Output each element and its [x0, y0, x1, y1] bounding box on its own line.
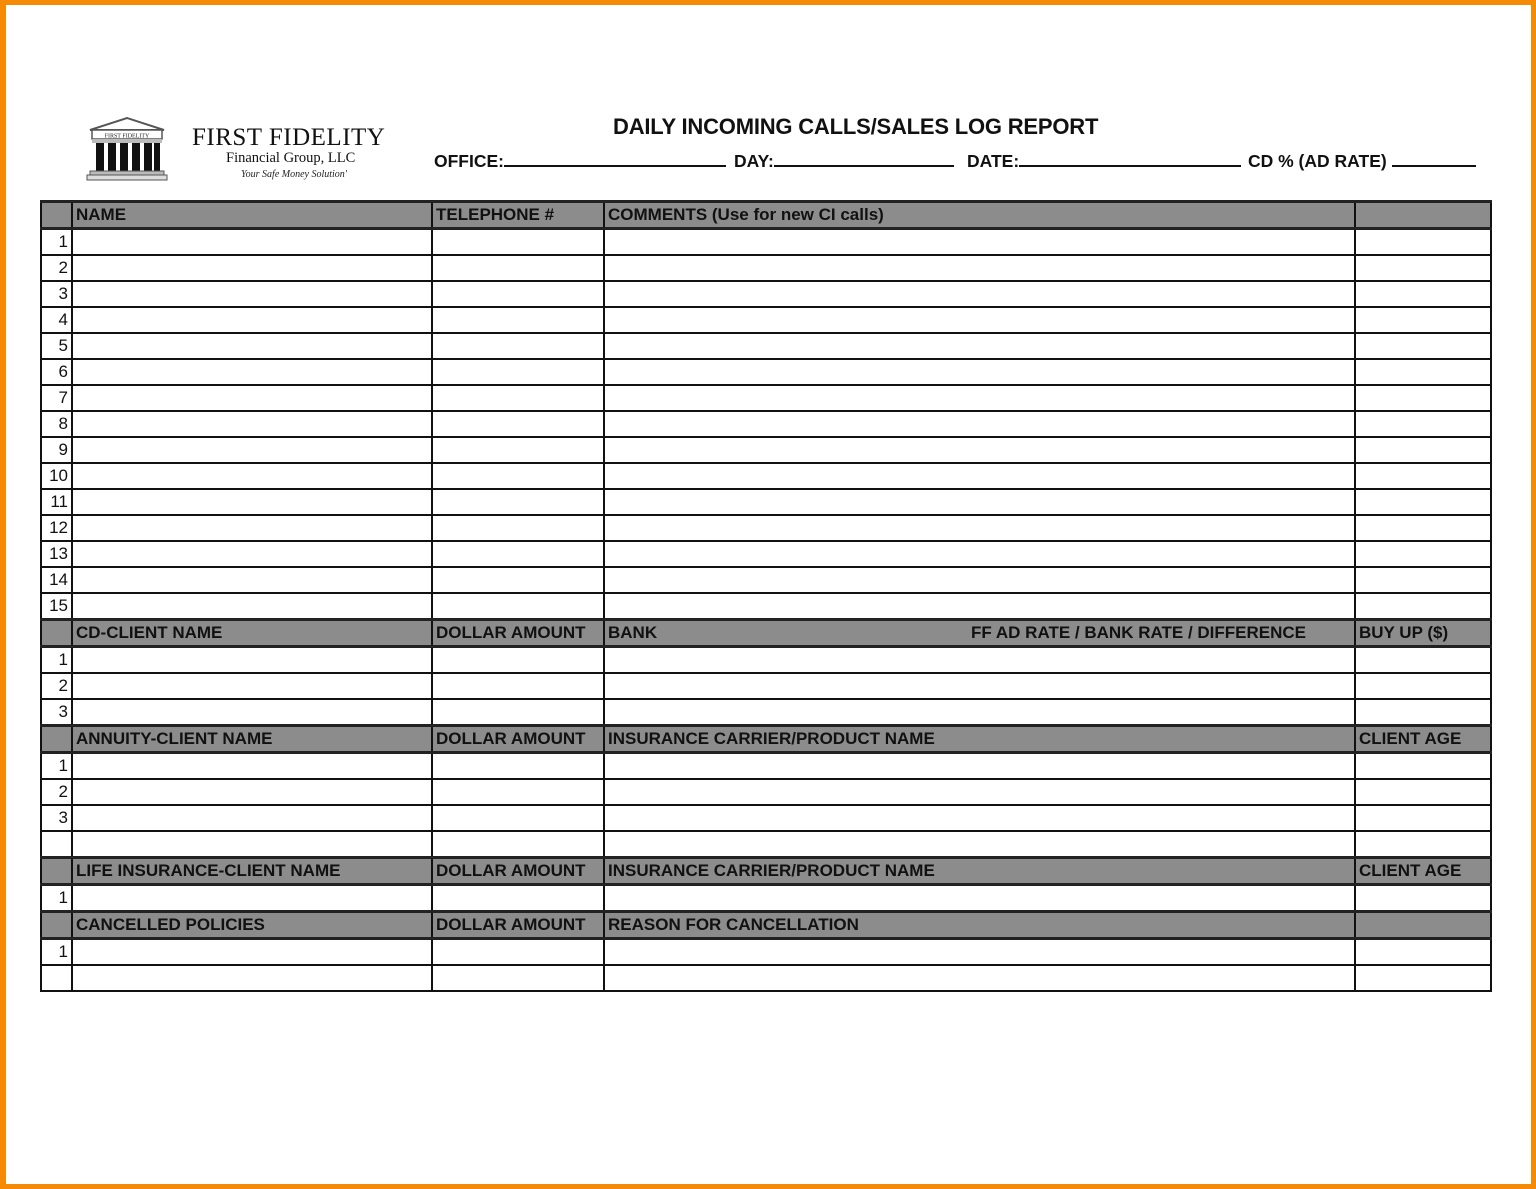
annuity-cell-details[interactable] [604, 831, 1355, 858]
calls-cell-extra[interactable] [1355, 229, 1491, 256]
calls-cell-client-name[interactable] [72, 307, 432, 333]
office-label: OFFICE: [434, 151, 504, 171]
calls-cell-amount[interactable] [432, 567, 604, 593]
life-header-extra: CLIENT AGE [1355, 858, 1491, 885]
office-blank[interactable] [504, 148, 726, 167]
cd-table-row [41, 699, 1491, 726]
life-header-row-number [41, 858, 72, 885]
calls-table-row [41, 437, 1491, 463]
row-number: 3 [41, 699, 72, 726]
calls-cell-amount[interactable] [432, 281, 604, 307]
rates-header-label: FF AD RATE / BANK RATE / DIFFERENCE [971, 623, 1306, 642]
calls-cell-extra[interactable] [1355, 541, 1491, 567]
date-field[interactable] [967, 148, 1241, 172]
cancelled-cell-client-name[interactable] [72, 939, 432, 966]
date-label: DATE: [967, 151, 1020, 171]
calls-cell-amount[interactable] [432, 385, 604, 411]
report-title: DAILY INCOMING CALLS/SALES LOG REPORT [613, 114, 1099, 139]
calls-cell-amount[interactable] [432, 229, 604, 256]
calls-cell-amount[interactable] [432, 463, 604, 489]
life-cell-details[interactable] [604, 885, 1355, 912]
calls-table-row [41, 385, 1491, 411]
calls-cell-client-name[interactable] [72, 385, 432, 411]
company-subtitle: Financial Group, LLC [226, 150, 356, 166]
cd-cell-details[interactable] [604, 699, 1355, 726]
annuity-table-row [41, 779, 1491, 805]
calls-table-row [41, 515, 1491, 541]
row-number: 1 [41, 229, 72, 256]
annuity-cell-details[interactable] [604, 753, 1355, 780]
cancelled-section-header [41, 912, 1491, 939]
calls-cell-client-name[interactable] [72, 515, 432, 541]
calls-table-row [41, 593, 1491, 620]
calls-header-client-name: NAME [72, 202, 432, 229]
life-section-header [41, 858, 1491, 885]
cancelled-cell-client-name[interactable] [72, 965, 432, 991]
annuity-table-row [41, 805, 1491, 831]
calls-cell-extra[interactable] [1355, 255, 1491, 281]
calls-cell-client-name[interactable] [72, 567, 432, 593]
calls-cell-extra[interactable] [1355, 515, 1491, 541]
annuity-cell-amount[interactable] [432, 779, 604, 805]
calls-cell-client-name[interactable] [72, 255, 432, 281]
row-number: 2 [41, 673, 72, 699]
cancelled-cell-extra[interactable] [1355, 939, 1491, 966]
calls-cell-amount[interactable] [432, 255, 604, 281]
row-number: 10 [41, 463, 72, 489]
calls-cell-extra[interactable] [1355, 411, 1491, 437]
cd-header-client-name: CD-CLIENT NAME [72, 620, 432, 647]
day-label: DAY: [734, 151, 774, 171]
calls-cell-details[interactable] [604, 333, 1355, 359]
life-table-row [41, 885, 1491, 912]
calls-cell-details[interactable] [604, 281, 1355, 307]
cancelled-header-details: REASON FOR CANCELLATION [604, 912, 1355, 939]
row-number: 6 [41, 359, 72, 385]
calls-header-amount: TELEPHONE # [432, 202, 604, 229]
calls-cell-amount[interactable] [432, 489, 604, 515]
calls-header-row-number [41, 202, 72, 229]
calls-table-row [41, 359, 1491, 385]
calls-cell-details[interactable] [604, 385, 1355, 411]
cd-cell-amount[interactable] [432, 699, 604, 726]
annuity-cell-client-name[interactable] [72, 805, 432, 831]
row-number: 1 [41, 753, 72, 780]
calls-cell-details[interactable] [604, 359, 1355, 385]
annuity-section-header [41, 726, 1491, 753]
calls-header-details: COMMENTS (Use for new CI calls) [604, 202, 1355, 229]
cd-cell-extra[interactable] [1355, 647, 1491, 674]
day-field[interactable] [734, 148, 954, 172]
svg-text:FIRST FIDELITY: FIRST FIDELITY [104, 133, 150, 140]
calls-cell-extra[interactable] [1355, 463, 1491, 489]
calls-cell-extra[interactable] [1355, 437, 1491, 463]
calls-cell-extra[interactable] [1355, 307, 1491, 333]
cancelled-cell-extra[interactable] [1355, 965, 1491, 991]
annuity-cell-client-name[interactable] [72, 779, 432, 805]
calls-section-header [41, 202, 1491, 229]
bank-header-label: BANK [608, 623, 658, 642]
calls-cell-amount[interactable] [432, 307, 604, 333]
row-number: 11 [41, 489, 72, 515]
company-logo [86, 116, 416, 186]
row-number: 2 [41, 255, 72, 281]
life-header-client-name: LIFE INSURANCE-CLIENT NAME [72, 858, 432, 885]
cd-header-extra: BUY UP ($) [1355, 620, 1491, 647]
calls-cell-extra[interactable] [1355, 359, 1491, 385]
annuity-table-row [41, 753, 1491, 780]
calls-cell-client-name[interactable] [72, 541, 432, 567]
life-header-amount: DOLLAR AMOUNT [432, 858, 604, 885]
cd-cell-details[interactable] [604, 673, 1355, 699]
cd-table-row [41, 673, 1491, 699]
annuity-header-extra: CLIENT AGE [1355, 726, 1491, 753]
cancelled-cell-amount[interactable] [432, 965, 604, 991]
cd-header-details [604, 620, 1355, 647]
calls-table-row [41, 307, 1491, 333]
cancelled-header-amount: DOLLAR AMOUNT [432, 912, 604, 939]
row-number: 13 [41, 541, 72, 567]
row-number: 12 [41, 515, 72, 541]
calls-cell-amount[interactable] [432, 593, 604, 620]
calls-cell-amount[interactable] [432, 411, 604, 437]
annuity-cell-extra[interactable] [1355, 779, 1491, 805]
annuity-cell-client-name[interactable] [72, 753, 432, 780]
cd-header-row-number [41, 620, 72, 647]
row-number: 3 [41, 281, 72, 307]
row-number [41, 965, 72, 991]
company-tagline: Your Safe Money Solution' [241, 169, 347, 180]
calls-table-row [41, 567, 1491, 593]
cancelled-table-row [41, 965, 1491, 991]
calls-cell-extra[interactable] [1355, 489, 1491, 515]
calls-table-row [41, 489, 1491, 515]
day-blank[interactable] [774, 148, 954, 167]
calls-cell-client-name[interactable] [72, 359, 432, 385]
annuity-cell-details[interactable] [604, 779, 1355, 805]
row-number: 7 [41, 385, 72, 411]
row-number: 4 [41, 307, 72, 333]
row-number: 1 [41, 647, 72, 674]
row-number: 1 [41, 939, 72, 966]
calls-table-row [41, 541, 1491, 567]
calls-cell-extra[interactable] [1355, 385, 1491, 411]
calls-header-extra [1355, 202, 1491, 229]
calls-cell-extra[interactable] [1355, 333, 1491, 359]
annuity-header-details: INSURANCE CARRIER/PRODUCT NAME [604, 726, 1355, 753]
calls-cell-details[interactable] [604, 437, 1355, 463]
calls-cell-amount[interactable] [432, 515, 604, 541]
calls-cell-amount[interactable] [432, 541, 604, 567]
cd-cell-amount[interactable] [432, 647, 604, 674]
calls-cell-amount[interactable] [432, 359, 604, 385]
calls-cell-client-name[interactable] [72, 437, 432, 463]
cd-cell-client-name[interactable] [72, 699, 432, 726]
calls-cell-details[interactable] [604, 463, 1355, 489]
life-cell-client-name[interactable] [72, 885, 432, 912]
cancelled-table-row [41, 939, 1491, 966]
date-blank[interactable] [1019, 148, 1241, 167]
cd-cell-client-name[interactable] [72, 673, 432, 699]
calls-table-row [41, 281, 1491, 307]
calls-cell-extra[interactable] [1355, 567, 1491, 593]
calls-cell-details[interactable] [604, 229, 1355, 256]
row-number: 3 [41, 805, 72, 831]
row-number: 9 [41, 437, 72, 463]
calls-cell-details[interactable] [604, 489, 1355, 515]
annuity-cell-amount[interactable] [432, 805, 604, 831]
life-cell-amount[interactable] [432, 885, 604, 912]
calls-cell-client-name[interactable] [72, 333, 432, 359]
annuity-table-row [41, 831, 1491, 858]
calls-cell-details[interactable] [604, 541, 1355, 567]
row-number [41, 831, 72, 858]
annuity-header-amount: DOLLAR AMOUNT [432, 726, 604, 753]
cancelled-cell-details[interactable] [604, 939, 1355, 966]
calls-cell-client-name[interactable] [72, 489, 432, 515]
row-number: 1 [41, 885, 72, 912]
calls-table-row [41, 229, 1491, 256]
cd-cell-amount[interactable] [432, 673, 604, 699]
row-number: 8 [41, 411, 72, 437]
calls-cell-client-name[interactable] [72, 463, 432, 489]
annuity-cell-details[interactable] [604, 805, 1355, 831]
annuity-cell-client-name[interactable] [72, 831, 432, 858]
calls-cell-amount[interactable] [432, 333, 604, 359]
office-field[interactable] [434, 148, 726, 172]
calls-table-row [41, 463, 1491, 489]
annuity-cell-extra[interactable] [1355, 805, 1491, 831]
calls-cell-amount[interactable] [432, 437, 604, 463]
calls-cell-details[interactable] [604, 515, 1355, 541]
row-number: 14 [41, 567, 72, 593]
cancelled-header-extra [1355, 912, 1491, 939]
annuity-cell-amount[interactable] [432, 831, 604, 858]
cd-rate-blank[interactable] [1392, 148, 1476, 167]
row-number: 5 [41, 333, 72, 359]
calls-table-row [41, 255, 1491, 281]
cd-section-header [41, 620, 1491, 647]
calls-cell-client-name[interactable] [72, 411, 432, 437]
calls-table-row [41, 333, 1491, 359]
annuity-cell-amount[interactable] [432, 753, 604, 780]
life-header-details: INSURANCE CARRIER/PRODUCT NAME [604, 858, 1355, 885]
cancelled-header-row-number [41, 912, 72, 939]
cd-cell-extra[interactable] [1355, 673, 1491, 699]
row-number: 2 [41, 779, 72, 805]
calls-cell-client-name[interactable] [72, 593, 432, 620]
sales-log-table [40, 200, 1492, 992]
annuity-header-client-name: ANNUITY-CLIENT NAME [72, 726, 432, 753]
cd-cell-client-name[interactable] [72, 647, 432, 674]
calls-table-row [41, 411, 1491, 437]
annuity-header-row-number [41, 726, 72, 753]
life-cell-extra[interactable] [1355, 885, 1491, 912]
calls-cell-client-name[interactable] [72, 281, 432, 307]
cd-cell-details[interactable] [604, 647, 1355, 674]
calls-cell-extra[interactable] [1355, 281, 1491, 307]
cd-rate-field[interactable] [1248, 148, 1476, 172]
cancelled-cell-amount[interactable] [432, 939, 604, 966]
cd-header-amount: DOLLAR AMOUNT [432, 620, 604, 647]
calls-cell-client-name[interactable] [72, 229, 432, 256]
calls-cell-details[interactable] [604, 593, 1355, 620]
cd-cell-extra[interactable] [1355, 699, 1491, 726]
bank-building-icon [86, 116, 168, 182]
annuity-cell-extra[interactable] [1355, 831, 1491, 858]
calls-cell-details[interactable] [604, 307, 1355, 333]
calls-cell-details[interactable] [604, 411, 1355, 437]
company-name: FIRST FIDELITY [192, 124, 386, 151]
calls-cell-details[interactable] [604, 255, 1355, 281]
cd-rate-label: CD % (AD RATE) [1248, 151, 1387, 171]
cancelled-header-client-name: CANCELLED POLICIES [72, 912, 432, 939]
cancelled-cell-details[interactable] [604, 965, 1355, 991]
cd-table-row [41, 647, 1491, 674]
calls-cell-extra[interactable] [1355, 593, 1491, 620]
annuity-cell-extra[interactable] [1355, 753, 1491, 780]
row-number: 15 [41, 593, 72, 620]
calls-cell-details[interactable] [604, 567, 1355, 593]
